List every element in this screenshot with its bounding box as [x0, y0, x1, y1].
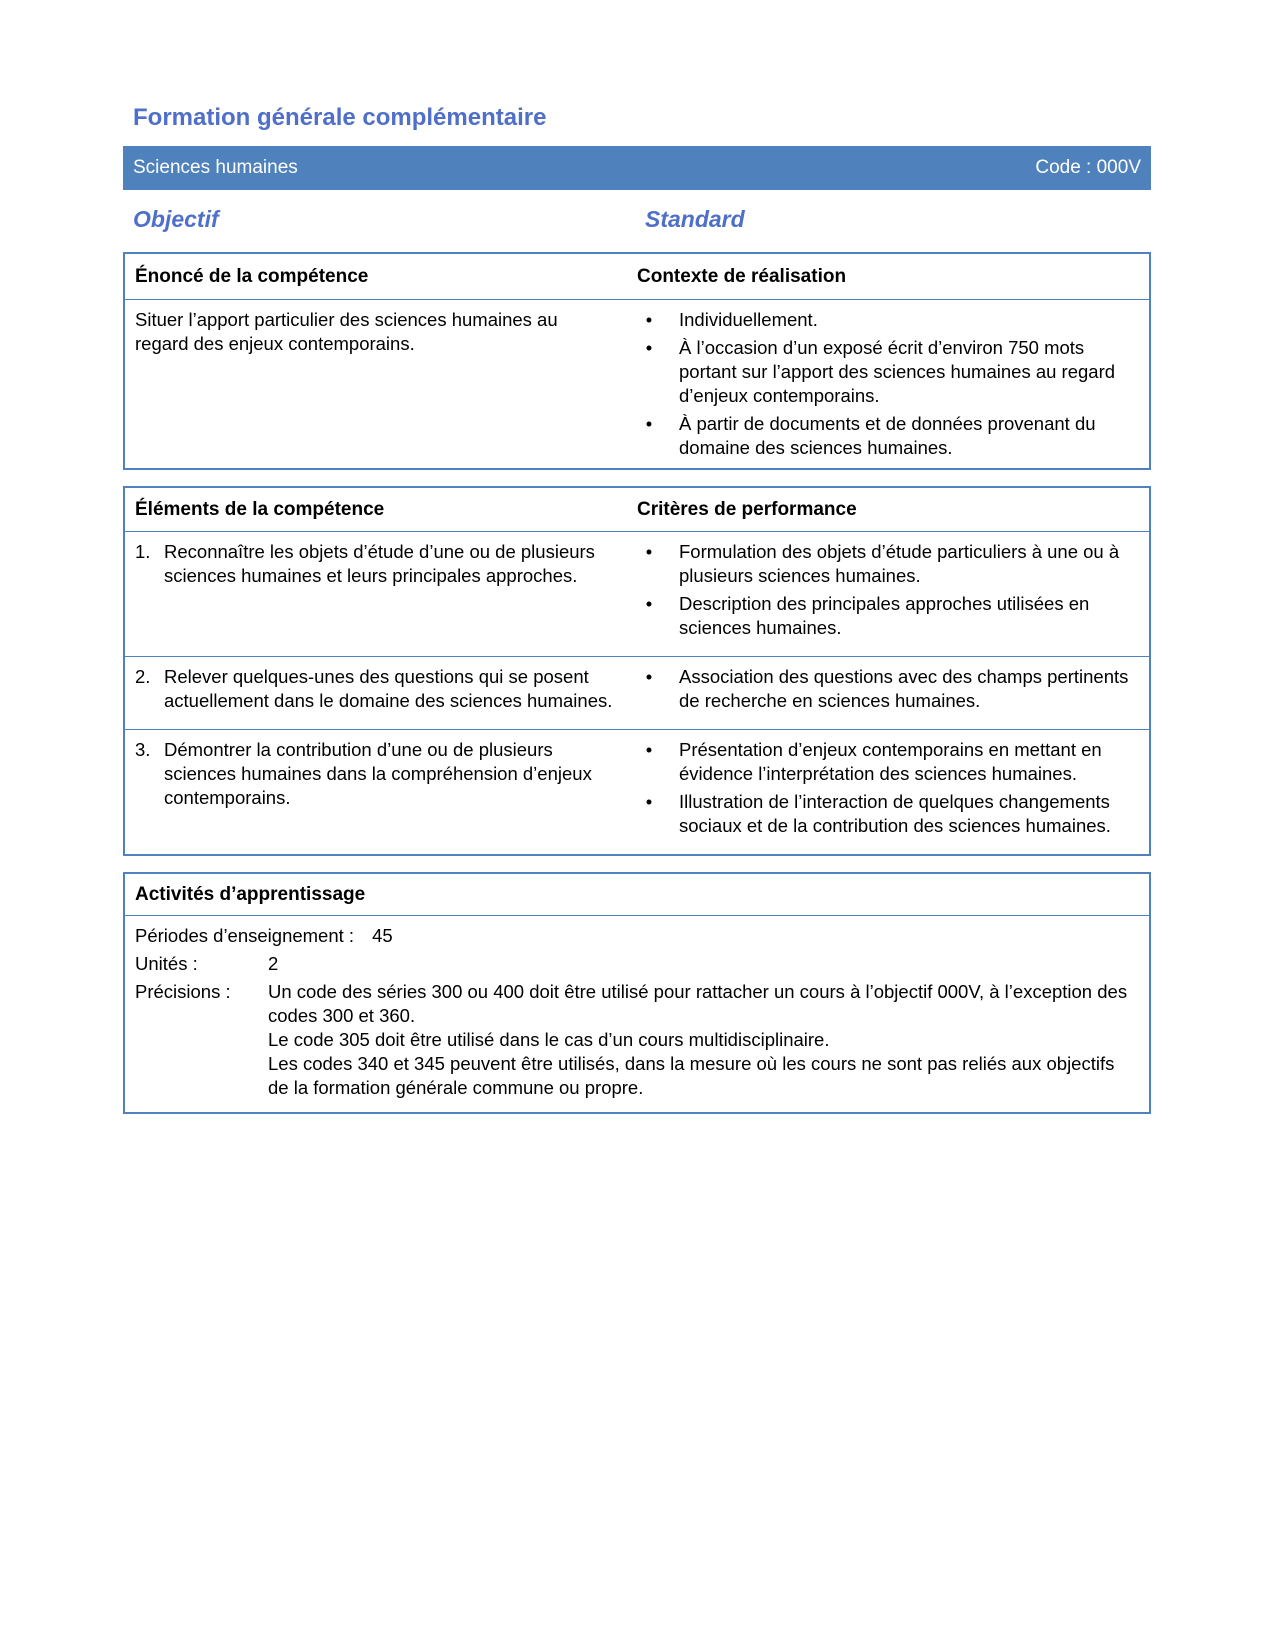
- criteres-header: Critères de performance: [637, 498, 857, 520]
- list-item: • Illustration de l’interaction de quelques changements sociaux et de la contribution des sciences humaines.: [637, 790, 1149, 838]
- precision-item: Le code 305 doit être utilisé dans le cas d’un cours multidisciplinaire.: [268, 1029, 830, 1050]
- activites-header: Activités d’apprentissage: [135, 883, 366, 905]
- table-row: [125, 657, 1149, 730]
- units-label: Unités :: [135, 953, 198, 974]
- bullet-icon: •: [645, 337, 653, 358]
- activites-header-row: [125, 874, 1149, 916]
- contexte-header: Contexte de réalisation: [637, 265, 847, 287]
- element-item: [135, 665, 637, 713]
- periods-line: [135, 924, 1139, 948]
- criteria-list: [637, 738, 1149, 838]
- list-item: • Formulation des objets d’étude particuliers à une ou à plusieurs sciences humaines.: [637, 540, 1149, 588]
- document-title: Formation générale complémentaire: [133, 104, 547, 131]
- table-row: [125, 532, 1149, 657]
- section-headings: [123, 190, 1151, 252]
- list-item: • À l’occasion d’un exposé écrit d’environ 750 mots portant sur l’apport des sciences humaines au regard d’enjeux contemporains.: [637, 336, 1149, 408]
- elements-header-row: [125, 488, 1149, 532]
- bullet-icon: •: [645, 541, 653, 562]
- precisions-text: [268, 980, 1139, 1100]
- criteria-list: [637, 540, 1149, 640]
- element-item: [135, 540, 637, 588]
- discipline-name: Sciences humaines: [133, 157, 298, 178]
- bullet-icon: •: [645, 666, 653, 687]
- precision-item: Un code des séries 300 ou 400 doit être utilisé pour rattacher un cours à l’objectif 000V, à l’exception des codes 300 et 360.: [268, 981, 1128, 1026]
- enonce-header: Énoncé de la compétence: [135, 265, 369, 287]
- element-number: 3.: [135, 739, 151, 760]
- bullet-icon: •: [645, 309, 653, 330]
- standard-heading: Standard: [645, 206, 745, 232]
- bullet-icon: •: [645, 739, 653, 760]
- enonce-table: [123, 252, 1151, 470]
- element-item: [135, 738, 637, 810]
- units-value: 2: [268, 953, 279, 974]
- list-item: • Individuellement.: [637, 308, 1149, 332]
- element-number: 2.: [135, 666, 151, 687]
- bullet-icon: •: [645, 413, 653, 434]
- activites-table: [123, 872, 1151, 1114]
- bullet-icon: •: [645, 593, 653, 614]
- element-number: 1.: [135, 541, 151, 562]
- element-text: Démontrer la contribution d’une ou de plusieurs sciences humaines dans la compréhension d’enjeux contemporains.: [164, 739, 592, 808]
- list-item: • Présentation d’enjeux contemporains en mettant en évidence l’interprétation des sciences humaines.: [637, 738, 1149, 786]
- contexte-list: [637, 308, 1149, 460]
- enonce-body-row: [125, 300, 1149, 468]
- table-row: [125, 730, 1149, 854]
- precisions-line: [135, 980, 1139, 1100]
- element-text: Relever quelques-unes des questions qui se posent actuellement dans le domaine des sciences humaines.: [164, 666, 613, 711]
- enonce-text: Situer l’apport particulier des sciences humaines au regard des enjeux contemporains.: [135, 309, 558, 354]
- enonce-header-row: [125, 254, 1149, 300]
- list-item: • À partir de documents et de données provenant du domaine des sciences humaines.: [637, 412, 1149, 460]
- elements-header: Éléments de la compétence: [135, 498, 385, 520]
- periods-value: 45: [372, 925, 393, 946]
- list-item: • Description des principales approches utilisées en sciences humaines.: [637, 592, 1149, 640]
- units-line: [135, 952, 1139, 976]
- precision-item: Les codes 340 et 345 peuvent être utilisés, dans la mesure où les cours ne sont pas reliés aux objectifs de la formation générale commune ou propre.: [268, 1053, 1115, 1098]
- bullet-icon: •: [645, 791, 653, 812]
- list-item: • Association des questions avec des champs pertinents de recherche en sciences humaines.: [637, 665, 1149, 713]
- document-page: [123, 98, 1151, 1114]
- objective-code: Code : 000V: [1035, 157, 1141, 178]
- activites-body: [125, 916, 1149, 1112]
- criteria-list: [637, 665, 1149, 713]
- periods-label: Périodes d’enseignement :: [135, 925, 355, 946]
- elements-table: [123, 486, 1151, 856]
- discipline-banner: [123, 146, 1151, 190]
- precisions-label: Précisions :: [135, 981, 231, 1002]
- element-text: Reconnaître les objets d’étude d’une ou de plusieurs sciences humaines et leurs principales approches.: [164, 541, 595, 586]
- objectif-heading: Objectif: [133, 206, 219, 232]
